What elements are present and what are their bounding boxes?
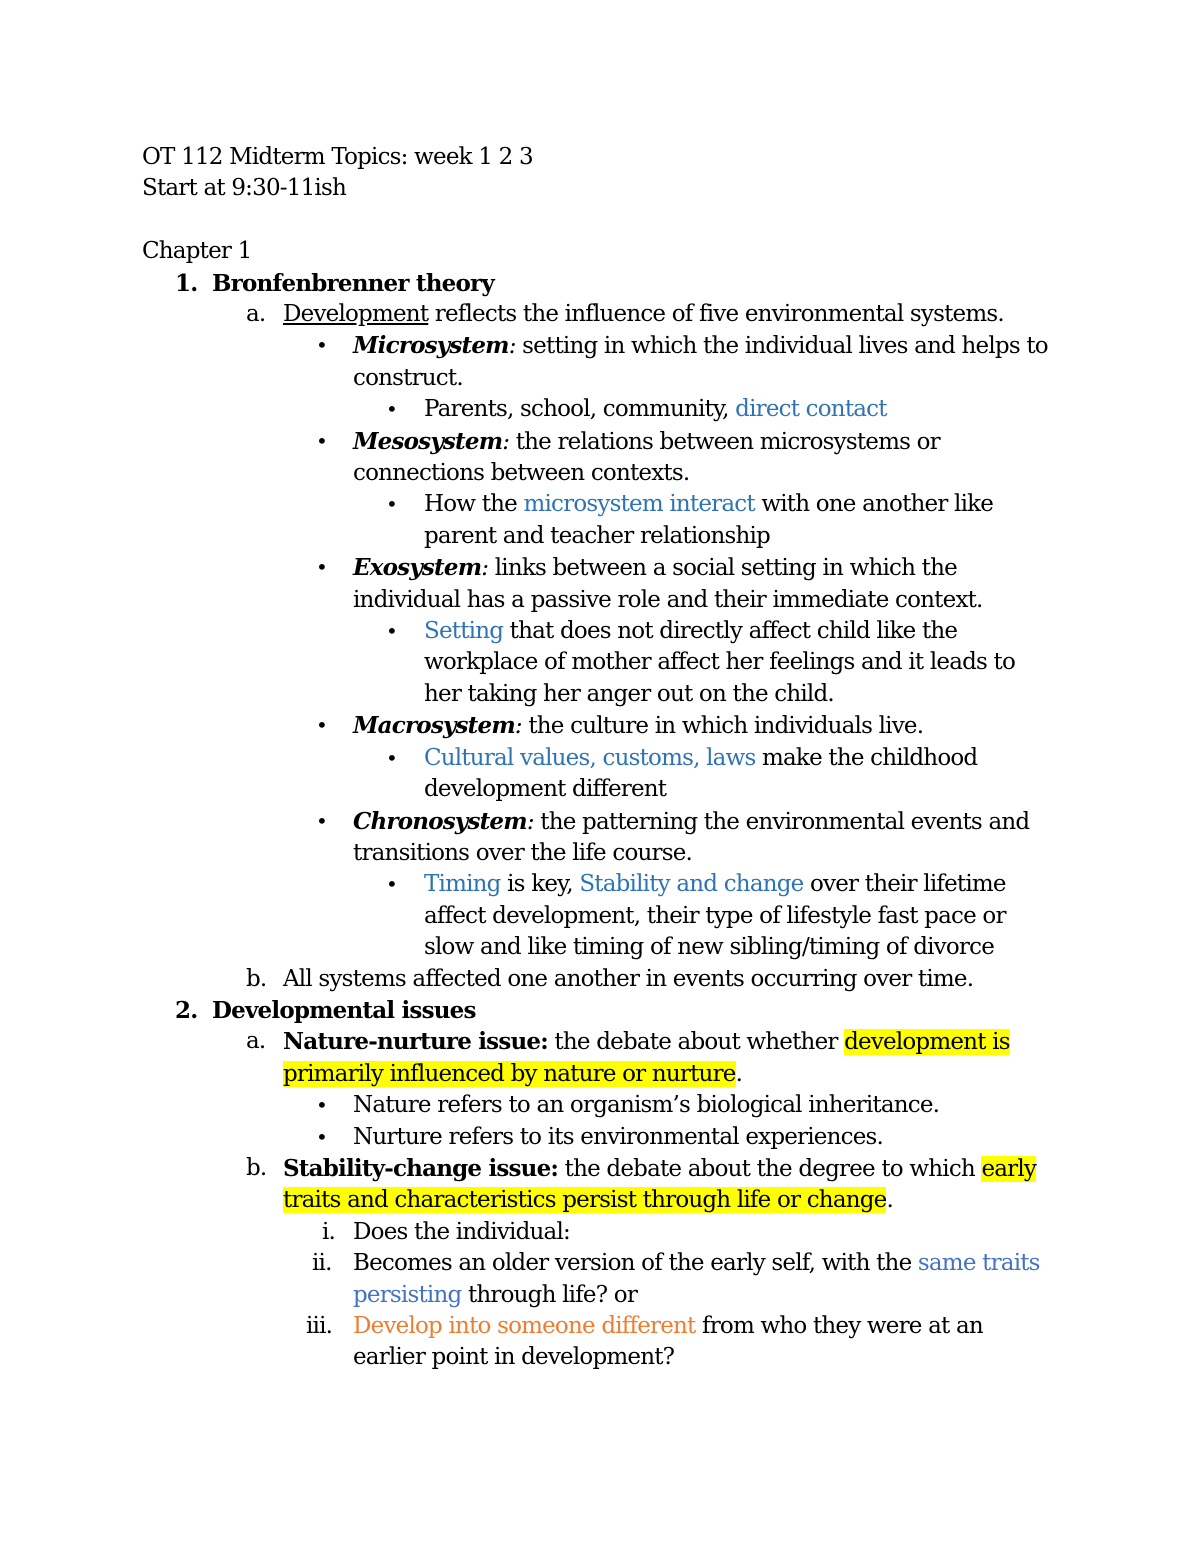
section-title: Developmental issues (212, 996, 476, 1024)
sub-bullet-text: Parents, school, community, (424, 396, 736, 423)
roman-item-i (142, 1217, 1102, 1248)
term-chronosystem: Chronosystem (353, 807, 527, 835)
item-text: reflects the influence of five environmental systems. (428, 301, 1004, 328)
bullet-icon: • (386, 745, 397, 770)
roman-numeral: i. (322, 1218, 336, 1245)
orange-note: Develop into someone different (353, 1313, 696, 1340)
list-number: 1. (175, 269, 198, 297)
term-colon: : (502, 428, 510, 455)
section-title: Bronfenbrenner theory (212, 269, 494, 297)
bullet-nurture (142, 1122, 1102, 1153)
roman-item-text: Does the individual: (353, 1218, 570, 1245)
list-item-stability-change (142, 1153, 1102, 1185)
definition-text: the relations between microsystems or (509, 428, 940, 455)
list-number: 2. (175, 996, 198, 1024)
term-colon: : (508, 333, 516, 360)
term-colon: : (526, 808, 534, 835)
sub-bullet-continuation: workplace of mother affect her feelings and it leads to (424, 649, 1016, 676)
bullet-icon: • (316, 1093, 327, 1118)
term-colon: : (514, 713, 522, 740)
sub-bullet-text: How the (424, 491, 524, 518)
blue-note: Timing (424, 871, 501, 898)
roman-numeral: ii. (312, 1250, 332, 1277)
section-heading-bronfenbrenner (142, 268, 1102, 299)
list-item-development (142, 299, 1102, 330)
doc-title: OT 112 Midterm Topics: week 1 2 3 (142, 144, 533, 170)
bullet-microsystem (142, 330, 1102, 362)
bullet-icon: • (386, 397, 397, 422)
sub-bullet-continuation: parent and teacher relationship (424, 522, 770, 549)
bullet-macrosystem (142, 710, 1102, 742)
highlighted-text: development is (844, 1029, 1010, 1056)
bullet-icon: • (316, 808, 327, 833)
sub-bullet-text: over their lifetime (803, 871, 1006, 898)
blue-note: direct contact (735, 396, 887, 423)
bullet-chronosystem (142, 806, 1102, 838)
bullet-text: Nurture refers to its environmental experiences. (353, 1123, 884, 1150)
sub-bullet-mesosystem (142, 489, 1102, 520)
roman-item-iii (142, 1311, 1102, 1342)
highlighted-text: primarily influenced by nature or nurture (283, 1060, 736, 1087)
definition-continuation: construct. (353, 364, 463, 391)
sub-bullet-microsystem (142, 394, 1102, 425)
bullet-icon: • (386, 872, 397, 897)
doc-time: Start at 9:30-11ish (142, 175, 346, 202)
roman-item-continuation (142, 1280, 1102, 1311)
term-mesosystem: Mesosystem (353, 427, 503, 455)
bullet-mesosystem (142, 426, 1102, 458)
definition-continuation: connections between contexts. (353, 460, 690, 487)
blue-note: same traits (917, 1250, 1040, 1277)
sub-bullet-chronosystem (142, 869, 1102, 900)
term-stability-change: Stability-change issue: (283, 1154, 559, 1182)
item-text: the debate about whether (547, 1029, 845, 1056)
definition-text: links between a social setting in which the (488, 555, 957, 582)
definition-continuation: transitions over the life course. (353, 839, 693, 866)
list-letter: a. (246, 301, 266, 328)
blank-line (142, 205, 1102, 236)
list-item-all-systems (142, 964, 1102, 995)
roman-item-ii (142, 1248, 1102, 1279)
item-text: All systems affected one another in events occurring over time. (283, 965, 974, 992)
definition-text: the patterning the environmental events and (533, 808, 1030, 835)
bullet-icon: • (386, 492, 397, 517)
roman-item-text: Becomes an older version of the early self, with the (353, 1250, 918, 1277)
definition-text: the culture in which individuals live. (521, 713, 924, 740)
roman-item-text: from who they were at an (695, 1313, 983, 1340)
highlighted-text: early (981, 1155, 1037, 1182)
list-letter: b. (246, 965, 267, 992)
bullet-icon: • (316, 555, 327, 580)
item-text: . (735, 1060, 743, 1087)
sub-bullet-continuation: affect development, their type of lifestyle fast pace or (424, 902, 1006, 929)
list-item-nature-nurture (142, 1026, 1102, 1058)
sub-bullet-continuation: development different (424, 776, 667, 803)
blue-note: microsystem interact (523, 491, 755, 518)
bullet-icon: • (386, 619, 397, 644)
bullet-text: Nature refers to an organism’s biological inheritance. (353, 1092, 940, 1119)
item-text: the debate about the degree to which (558, 1155, 982, 1182)
sub-bullet-exosystem (142, 616, 1102, 647)
bullet-exosystem (142, 552, 1102, 584)
chapter-heading: Chapter 1 (142, 238, 252, 265)
list-letter: b. (246, 1154, 267, 1181)
term-microsystem: Microsystem (353, 332, 509, 360)
sub-bullet-text: is key, (500, 871, 580, 898)
term-exosystem: Exosystem (353, 554, 482, 582)
bullet-nature (142, 1090, 1102, 1121)
highlighted-text: traits and characteristics persist through life or change (283, 1187, 887, 1214)
blue-note: Stability and change (579, 871, 804, 898)
sub-bullet-text: that does not directly affect child like the (503, 618, 958, 645)
bullet-icon: • (316, 713, 327, 738)
section-heading-developmental-issues (142, 995, 1102, 1026)
bullet-icon: • (316, 333, 327, 358)
sub-bullet-continuation: slow and like timing of new sibling/timing of divorce (424, 934, 995, 961)
list-letter: a. (246, 1028, 266, 1055)
blue-note: Cultural values, customs, laws (424, 744, 756, 771)
document-body (142, 142, 1102, 1374)
term-macrosystem: Macrosystem (353, 712, 515, 740)
term-colon: : (481, 555, 489, 582)
sub-bullet-macrosystem (142, 743, 1102, 774)
item-continuation (142, 1185, 1102, 1216)
sub-bullet-text: with one another like (754, 491, 994, 518)
item-continuation (142, 1059, 1102, 1090)
sub-bullet-continuation: her taking her anger out on the child. (424, 680, 834, 707)
blue-note: Setting (424, 618, 504, 645)
sub-bullet-text: make the childhood (755, 744, 978, 771)
blue-note: persisting (353, 1281, 462, 1308)
item-text: . (886, 1187, 893, 1214)
roman-numeral: iii. (306, 1313, 333, 1340)
bullet-icon: • (316, 1124, 327, 1149)
underlined-term: Development (283, 301, 429, 328)
definition-continuation: individual has a passive role and their immediate context. (353, 586, 983, 613)
roman-item-continuation: earlier point in development? (353, 1344, 675, 1371)
bullet-icon: • (316, 428, 327, 453)
definition-text: setting in which the individual lives and helps to (515, 333, 1048, 360)
term-nature-nurture: Nature-nurture issue: (283, 1028, 548, 1056)
roman-item-text: through life? or (461, 1281, 638, 1308)
